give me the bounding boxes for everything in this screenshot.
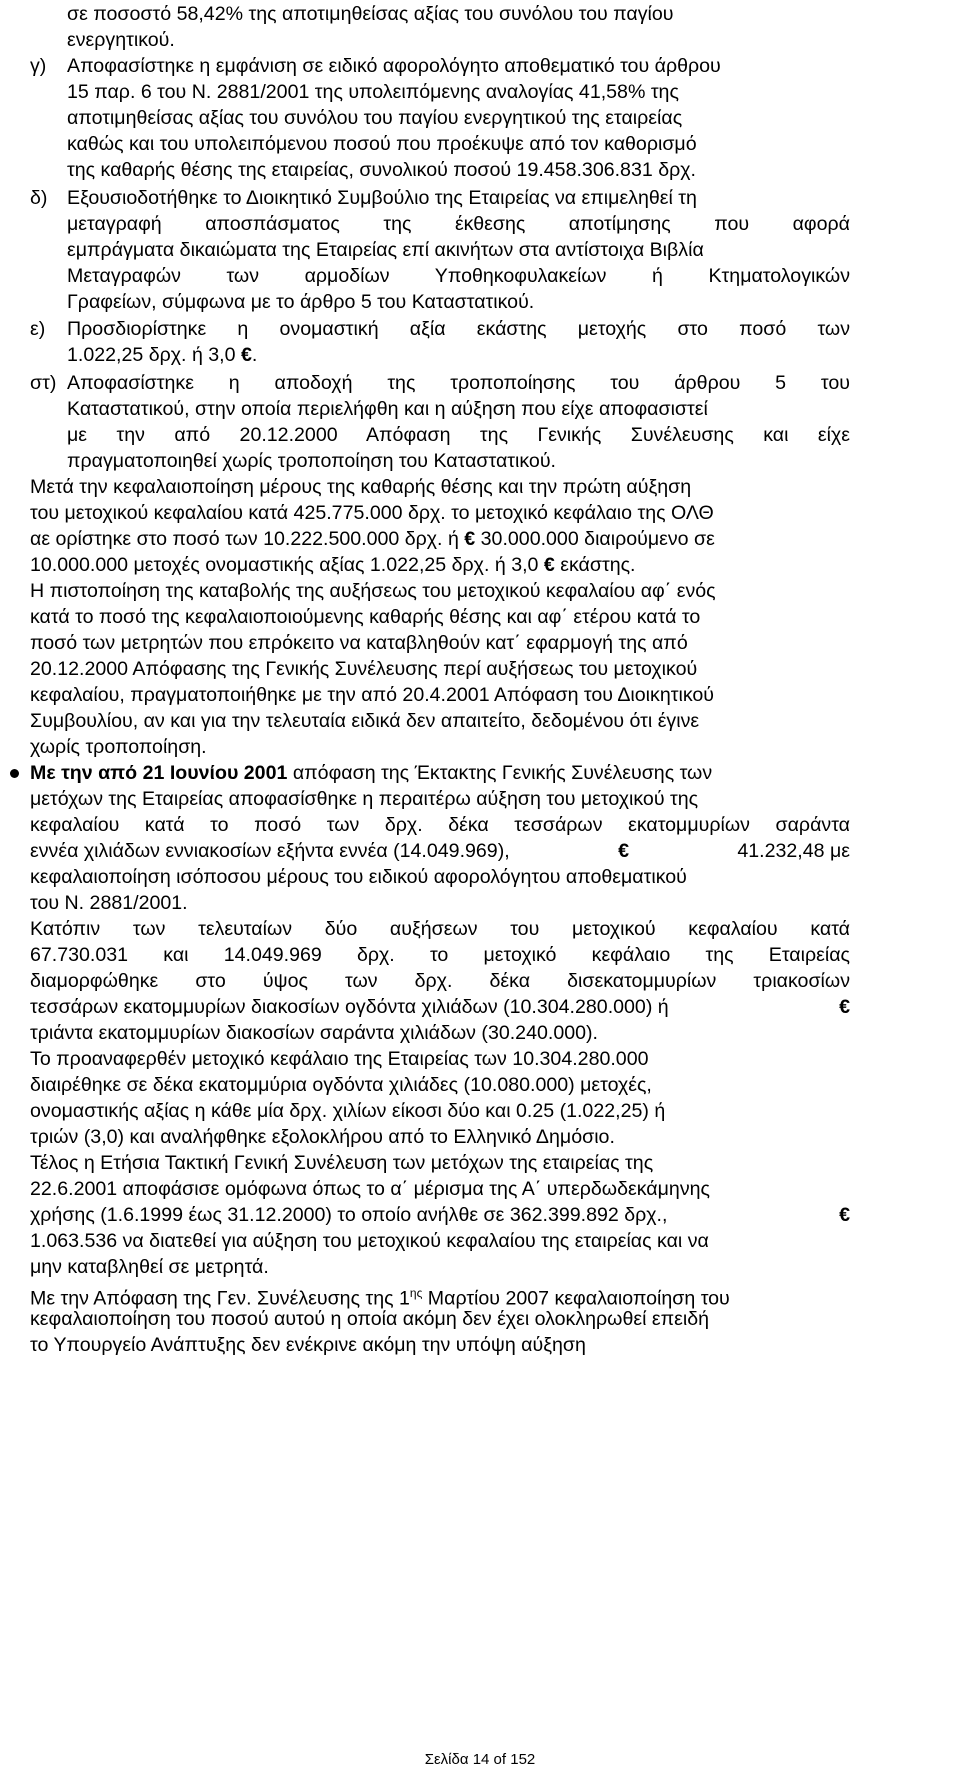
text-line <box>67 28 175 52</box>
text-line: ποσό των μετρητών που επρόκειτο να καταβληθούν κατ΄ εφαρμογή της από <box>30 632 688 654</box>
list-label: δ) <box>30 187 48 209</box>
bullet-icon <box>10 769 19 778</box>
text-line: 22.6.2001 αποφάσισε ομόφωνα όπως το α΄ μέρισμα της Α΄ υπερδωδεκάμηνης <box>30 1178 710 1200</box>
text-span: 41.232,48 με <box>737 840 850 862</box>
euro-symbol: € <box>464 528 476 550</box>
text-span: . <box>251 344 258 366</box>
text-line: Γραφείων, σύμφωνα με το άρθρο 5 του Καταστατικού. <box>67 291 535 313</box>
text-span: τεσσάρων εκατομμυρίων διακοσίων ογδόντα χιλιάδων (10.304.280.000) ή <box>30 996 669 1018</box>
text-line <box>30 761 712 785</box>
list-label: στ) <box>30 372 57 394</box>
page-number-footer: Σελίδα 14 of 152 <box>424 1751 536 1768</box>
text-line: μεταγραφή αποσπάσματος της έκθεσης αποτίμησης που αφορά <box>67 213 850 235</box>
text-line: Μετά την κεφαλαιοποίηση μέρους της καθαρής θέσης και την πρώτη αύξηση <box>30 476 692 498</box>
text-line <box>30 839 850 863</box>
euro-symbol: € <box>839 996 850 1018</box>
text-line: αποτιμηθείσας αξίας του συνόλου του παγίου ενεργητικού της εταιρείας <box>67 107 683 129</box>
text-line: Συμβουλίου, αν και για την τελευταία ειδικά δεν απαιτείτο, δεδομένου ότι έγινε <box>30 710 700 732</box>
text-line: 1.063.536 να διατεθεί για αύξηση του μετοχικού κεφαλαίου της εταιρείας και να <box>30 1230 709 1252</box>
text-line: εμπράγματα δικαιώματα της Εταιρείας επί ακινήτων στα αντίστοιχα Βιβλία <box>67 239 704 261</box>
text-line: καθώς και του υπολειπόμενου ποσού που προέκυψε από τον καθορισμό <box>67 133 697 155</box>
text-span: απόφαση της Έκτακτης Γενικής Συνέλευσης των <box>287 762 713 784</box>
text-line: Καταστατικού, στην οποία περιελήφθη και η αύξηση που είχε αποφασιστεί <box>67 398 708 420</box>
text-span: Με την από 21 Ιουνίου 2001 <box>30 762 288 784</box>
text-span: εννέα χιλιάδων εννιακοσίων εξήντα εννέα (14.049.969), <box>30 840 510 862</box>
text-span: 10.000.000 μετοχές ονομαστικής αξίας 1.022,25 δρχ. ή 3,0 <box>30 554 539 576</box>
text-line <box>30 1203 850 1227</box>
text-line: ονομαστικής αξίας η κάθε μία δρχ. χιλίων είκοσι δύο και 0.25 (1.022,25) ή <box>30 1100 666 1122</box>
text-line: 20.12.2000 Απόφασης της Γενικής Συνέλευσης περί αυξήσεως του μετοχικού <box>30 658 698 680</box>
text-line: Κατόπιν των τελευταίων δύο αυξήσεων του μετοχικού κεφαλαίου κατά <box>30 918 850 940</box>
text-line: Προσδιορίστηκε η ονομαστική αξία εκάστης μετοχής στο ποσό των <box>67 318 850 340</box>
text-line: πραγματοποιηθεί χωρίς τροποποίηση του Καταστατικού. <box>67 450 556 472</box>
text-line: Το προαναφερθέν μετοχικό κεφάλαιο της Εταιρείας των 10.304.280.000 <box>30 1048 649 1070</box>
text-line: Μεταγραφών των αρμοδίων Υποθηκοφυλακείων ή Κτηματολογικών <box>67 265 850 287</box>
text-span: ενεργητικού. <box>67 29 175 51</box>
text-line: διαμορφώθηκε στο ύψος των δρχ. δέκα δισεκατομμυρίων τριακοσίων <box>30 970 850 992</box>
text-line <box>30 553 636 577</box>
text-line: κεφαλαίου κατά το ποσό των δρχ. δέκα τεσσάρων εκατομμυρίων σαράντα <box>30 814 850 836</box>
text-span: αε ορίστηκε στο ποσό των 10.222.500.000 δρχ. ή <box>30 528 459 550</box>
text-span: Με την Απόφαση της Γεν. Συνέλευσης της 1 <box>30 1287 410 1310</box>
text-line: κατά το ποσό της κεφαλαιοποιούμενης καθαρής θέσης και αφ΄ ετέρου κατά το <box>30 606 701 628</box>
text-line: τριών (3,0) και αναλήφθηκε εξολοκλήρου από το Ελληνικό Δημόσιο. <box>30 1126 615 1148</box>
text-line: τριάντα εκατομμυρίων διακοσίων σαράντα χιλιάδων (30.240.000). <box>30 1022 598 1044</box>
text-line: 67.730.031 και 14.049.969 δρχ. το μετοχικό κεφάλαιο της Εταιρείας <box>30 944 850 966</box>
text-line: κεφαλαιοποίηση ισόποσου μέρους του ειδικού αφορολόγητου αποθεματικού <box>30 866 687 888</box>
euro-symbol: € <box>839 1204 850 1226</box>
text-line: μην καταβληθεί σε μετρητά. <box>30 1256 269 1278</box>
text-span: 1.022,25 δρχ. ή 3,0 <box>67 344 236 366</box>
text-line: διαιρέθηκε σε δέκα εκατομμύρια ογδόντα χιλιάδες (10.080.000) μετοχές, <box>30 1074 652 1096</box>
text-line: Η πιστοποίηση της καταβολής της αυξήσεως του μετοχικού κεφαλαίου αφ΄ ενός <box>30 580 716 602</box>
text-line: Αποφασίστηκε η εμφάνιση σε ειδικό αφορολόγητο αποθεματικό του άρθρου <box>67 55 721 77</box>
text-line <box>30 995 850 1019</box>
text-line: 15 παρ. 6 του Ν. 2881/2001 της υπολειπόμενης αναλογίας 41,58% της <box>67 81 679 103</box>
text-line: Εξουσιοδοτήθηκε το Διοικητικό Συμβούλιο της Εταιρείας να επιμεληθεί τη <box>67 187 697 209</box>
superscript: ης <box>409 1286 423 1300</box>
text-line: της καθαρής θέσης της εταιρείας, συνολικού ποσού 19.458.306.831 δρχ. <box>67 159 696 181</box>
text-line: το Υπουργείο Ανάπτυξης δεν ενέκρινε ακόμη την υπόψη αύξηση <box>30 1334 586 1356</box>
text-span: σε ποσοστό 58,42% της αποτιμηθείσας αξίας του συνόλου του παγίου <box>67 3 674 25</box>
text-span: 30.000.000 διαιρούμενο σε <box>480 528 715 550</box>
text-span: χρήσης (1.6.1999 έως 31.12.2000) το οποίο ανήλθε σε 362.399.892 δρχ., <box>30 1204 668 1226</box>
text-line <box>30 527 715 551</box>
text-line: κεφαλαιοποίηση του ποσού αυτού η οποία ακόμη δεν έχει ολοκληρωθεί επειδή <box>30 1308 710 1330</box>
text-line: του μετοχικού κεφαλαίου κατά 425.775.000 δρχ. το μετοχικό κεφάλαιο της ΟΛΘ <box>30 502 714 524</box>
text-span: εκάστης. <box>560 554 636 576</box>
text-line: κεφαλαίου, πραγματοποιήθηκε με την από 20.4.2001 Απόφαση του Διοικητικού <box>30 684 714 706</box>
list-label: γ) <box>30 55 47 77</box>
text-line: του Ν. 2881/2001. <box>30 892 188 914</box>
euro-symbol: € <box>240 344 252 366</box>
text-line <box>67 2 850 26</box>
list-label: ε) <box>30 318 46 340</box>
text-line: Τέλος η Ετήσια Τακτική Γενική Συνέλευση των μετόχων της εταιρείας της <box>30 1152 654 1174</box>
text-span: Μαρτίου 2007 κεφαλαιοποίηση του <box>422 1287 730 1310</box>
text-line <box>67 343 257 367</box>
text-line: μετόχων της Εταιρείας αποφασίσθηκε η περαιτέρω αύξηση του μετοχικού της <box>30 788 699 810</box>
text-line: χωρίς τροποποίηση. <box>30 736 207 758</box>
euro-symbol: € <box>618 840 629 862</box>
text-line: με την από 20.12.2000 Απόφαση της Γενικής Συνέλευσης και είχε <box>67 424 850 446</box>
text-line: Αποφασίστηκε η αποδοχή της τροποποίησης του άρθρου 5 του <box>67 372 850 394</box>
euro-symbol: € <box>543 554 555 576</box>
